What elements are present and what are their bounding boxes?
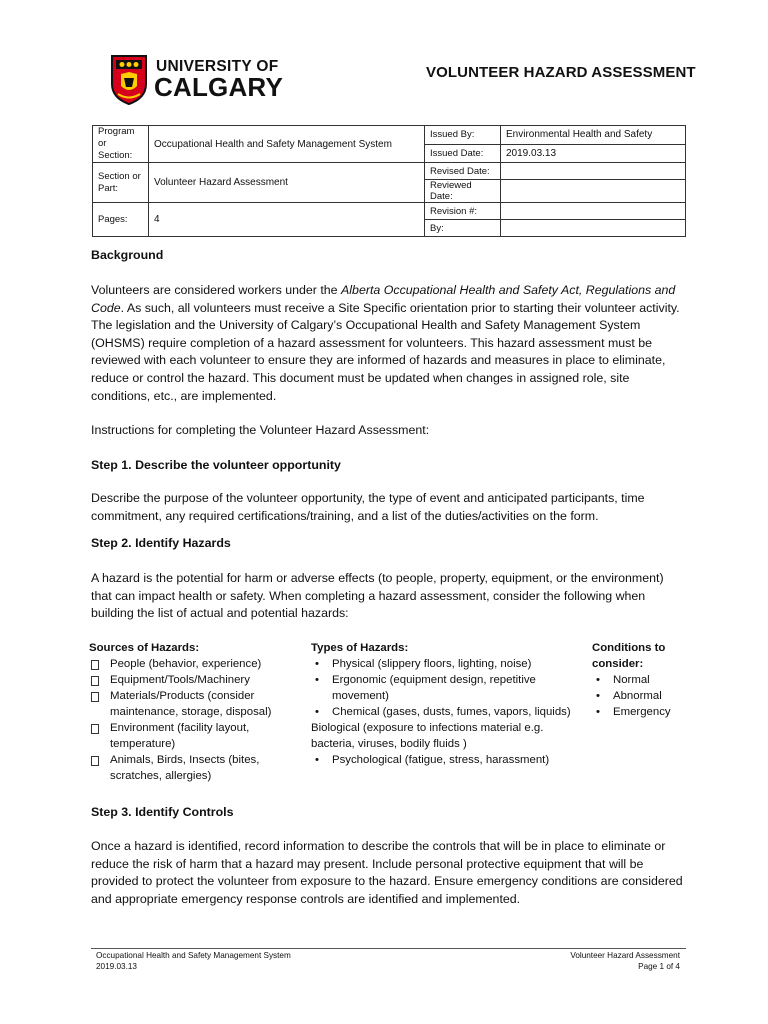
- condition-item: • Abnormal: [592, 688, 686, 704]
- step3-heading: Step 3. Identify Controls: [91, 805, 234, 819]
- type-item: • Chemical (gases, dusts, fumes, vapors, liquids): [311, 704, 573, 720]
- bullet-icon: •: [315, 754, 319, 766]
- sources-heading: Sources of Hazards:: [89, 642, 200, 654]
- document-control-table: [92, 125, 686, 237]
- types-column: [311, 640, 573, 768]
- missing-glyph-icon: [91, 692, 99, 702]
- source-item: Environment (facility layout, temperature): [89, 720, 289, 752]
- condition-item: • Emergency: [592, 704, 686, 720]
- bullet-icon: •: [596, 706, 600, 718]
- step1-text: Describe the purpose of the volunteer opportunity, the type of event and anticipated participants, time commitment, any required certifications/training, and a list of the duties/activities on the form.: [91, 491, 645, 523]
- logo-line-2: CALGARY: [154, 72, 283, 102]
- footer-system: Occupational Health and Safety Management System: [96, 951, 291, 960]
- source-item: Equipment/Tools/Machinery: [89, 672, 289, 688]
- section-label: Section or Part:: [93, 163, 149, 203]
- conditions-heading: Conditions to consider:: [592, 642, 666, 670]
- reviewed-date-value: [501, 180, 686, 203]
- crest-icon: [110, 54, 148, 106]
- program-label: Program or Section:: [93, 126, 149, 163]
- revision-label: Revision #:: [425, 203, 501, 220]
- condition-item: • Normal: [592, 672, 686, 688]
- reviewed-date-label: Reviewed Date:: [425, 180, 501, 203]
- bullet-icon: •: [315, 674, 319, 686]
- program-value: Occupational Health and Safety Management System: [149, 126, 425, 163]
- background-heading: Background: [91, 248, 164, 262]
- type-item-biological: Biological (exposure to infections material e.g. bacteria, viruses, bodily fluids ): [311, 722, 544, 750]
- issued-date-value: 2019.03.13: [501, 144, 686, 163]
- footer-date: 2019.03.13: [96, 961, 137, 971]
- step2-text: A hazard is the potential for harm or adverse effects (to people, property, equipment, or the environment) that can impact health or safety. When completing a hazard assessment, consider the following when building the list of actual and potential hazards:: [91, 571, 664, 621]
- missing-glyph-icon: [91, 676, 99, 686]
- background-text-b: . As such, all volunteers must receive a Site Specific orientation prior to starting their volunteer activity. The legislation and the University of Calgary’s Occupational Health and Safety Management System (OHSMS) require completion of a hazard assessment for volunteers. This hazard assessment must be reviewed with each volunteer to ensure they are informed of hazards and measures in place to eliminate, reduce or control the hazard. This document must be updated when changes in assigned role, site conditions, etc., are implemented.: [91, 300, 680, 403]
- revision-value: [501, 203, 686, 220]
- missing-glyph-icon: [91, 660, 99, 670]
- bullet-icon: •: [596, 690, 600, 702]
- bullet-icon: •: [596, 674, 600, 686]
- issued-by-label: Issued By:: [425, 126, 501, 145]
- bullet-icon: •: [315, 658, 319, 670]
- missing-glyph-icon: [91, 756, 99, 766]
- revised-date-value: [501, 163, 686, 180]
- footer-right: [570, 951, 680, 972]
- by-label: By:: [425, 220, 501, 237]
- footer-page-number: Page 1 of 4: [638, 961, 680, 971]
- footer-doc-name: Volunteer Hazard Assessment: [570, 951, 680, 960]
- conditions-column: [592, 640, 686, 720]
- type-item: • Physical (slippery floors, lighting, noise): [311, 656, 573, 672]
- sources-column: [89, 640, 289, 784]
- pages-value: 4: [149, 203, 425, 237]
- by-value: [501, 220, 686, 237]
- bullet-icon: •: [315, 706, 319, 718]
- background-paragraph: [91, 282, 686, 405]
- footer-divider: [91, 948, 686, 949]
- issued-by-value: Environmental Health and Safety: [501, 126, 686, 145]
- type-item: • Ergonomic (equipment design, repetitive movement): [311, 672, 573, 704]
- step1-heading: Step 1. Describe the volunteer opportunity: [91, 458, 341, 472]
- background-text-a: Volunteers are considered workers under the: [91, 283, 342, 297]
- act-title: Alberta Occupational Health and Safety Act, Regulations and Code: [91, 283, 676, 315]
- instructions-text: Instructions for completing the Volunteer Hazard Assessment:: [91, 423, 430, 437]
- section-value: Volunteer Hazard Assessment: [149, 163, 425, 203]
- issued-date-label: Issued Date:: [425, 144, 501, 163]
- logo-line-1: UNIVERSITY OF: [156, 58, 279, 75]
- revised-date-label: Revised Date:: [425, 163, 501, 180]
- source-item: Materials/Products (consider maintenance, storage, disposal): [89, 688, 289, 720]
- type-item: • Psychological (fatigue, stress, harassment): [311, 752, 573, 768]
- missing-glyph-icon: [91, 724, 99, 734]
- step2-heading: Step 2. Identify Hazards: [91, 536, 231, 550]
- document-title: VOLUNTEER HAZARD ASSESSMENT: [426, 64, 696, 81]
- step3-text: Once a hazard is identified, record information to describe the controls that will be in place to eliminate or reduce the risk of harm that a hazard may present. Include personal protective equipment that will be provided to protect the volunteer from exposure to the hazard. Ensure emergency conditions are considered and appropriate emergency response controls are identified and implemented.: [91, 839, 683, 906]
- source-item: Animals, Birds, Insects (bites, scratches, allergies): [89, 752, 289, 784]
- types-heading: Types of Hazards:: [311, 642, 409, 654]
- pages-label: Pages:: [93, 203, 149, 237]
- footer-left: [96, 951, 291, 972]
- source-item: People (behavior, experience): [89, 656, 289, 672]
